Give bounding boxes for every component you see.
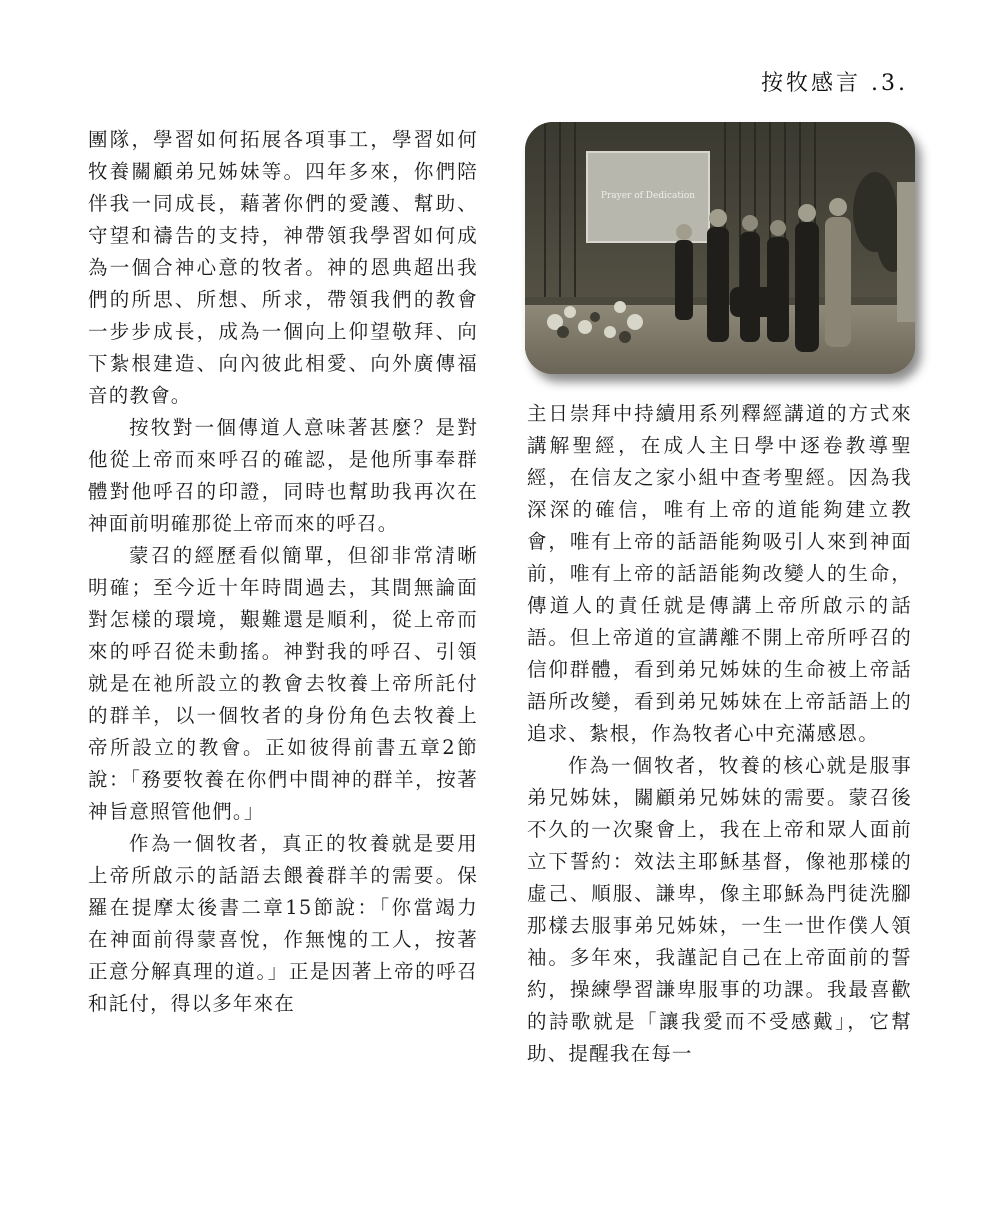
paragraph: 團隊，學習如何拓展各項事工，學習如何牧養關顧弟兄姊妹等。四年多來，你們陪伴我一同成長，藉著你們的愛護、幫助、守望和禱告的支持，神帶領我學習如何成為一個合神心意的牧者。神的恩典超出我們的所思、所想、所求，帶領我們的教會一步步成長，成為一個向上仰望敬拜、向下紮根建造、向內彼此相愛、向外廣傳福音的教會。 bbox=[88, 128, 478, 407]
running-header: 按牧感言 .3. bbox=[761, 71, 908, 96]
screen-text: Prayer of Dedication bbox=[600, 191, 696, 201]
paragraph: 作為一個牧者，真正的牧養就是要用上帝所啟示的話語去餵養群羊的需要。保羅在提摩太後書二章15節說：「你當竭力在神面前得蒙喜悅，作無愧的工人，按著正意分解真理的道。」正是因著上帝的呼召和託付，得以多年來在 bbox=[88, 832, 478, 1015]
paragraph: 主日崇拜中持續用系列釋經講道的方式來講解聖經，在成人主日學中逐卷教導聖經，在信友之家小組中查考聖經。因為我深深的確信，唯有上帝的道能夠建立教會，唯有上帝的話語能夠吸引人來到神面前，唯有上帝的話語能夠改變人的生命，傳道人的責任就是傳講上帝所啟示的話語。但上帝道的宣講離不開上帝所呼召的信仰群體，看到弟兄姊妹的生命被上帝話語所改變，看到弟兄姊妹在上帝話語上的追求、紮根，作為牧者心中充滿感恩。 bbox=[527, 402, 912, 745]
paragraph: 蒙召的經歷看似簡單，但卻非常清晰明確；至今近十年時間過去，其間無論面對怎樣的環境，艱難還是順利，從上帝而來的呼召從未動搖。神對我的呼召、引領就是在祂所設立的教會去牧養上帝所託付的群羊，以一個牧者的身份角色去牧養上帝所設立的教會。正如彼得前書五章2節說：「務要牧養在你們中間神的群羊，按著神旨意照管他們。」 bbox=[88, 544, 478, 823]
paragraph: 按牧對一個傳道人意味著甚麼？是對他從上帝而來呼召的確認，是他所事奉群體對他呼召的印證，同時也幫助我再次在神面前明確那從上帝而來的呼召。 bbox=[88, 416, 478, 535]
dedication-photo bbox=[525, 122, 915, 374]
paragraph: 作為一個牧者，牧養的核心就是服事弟兄姊妹，關顧弟兄姊妹的需要。蒙召後不久的一次聚會上，我在上帝和眾人面前立下誓約：效法主耶穌基督，像祂那樣的虛己、順服、謙卑，像主耶穌為門徒洗腳那樣去服事弟兄姊妹，一生一世作僕人領袖。多年來，我謹記自己在上帝面前的誓約，操練學習謙卑服事的功課。我最喜歡的詩歌就是「讓我愛而不受感戴」，它幫助、提醒我在每一 bbox=[527, 754, 912, 1065]
left-column bbox=[88, 124, 478, 1020]
right-column bbox=[527, 398, 912, 1070]
